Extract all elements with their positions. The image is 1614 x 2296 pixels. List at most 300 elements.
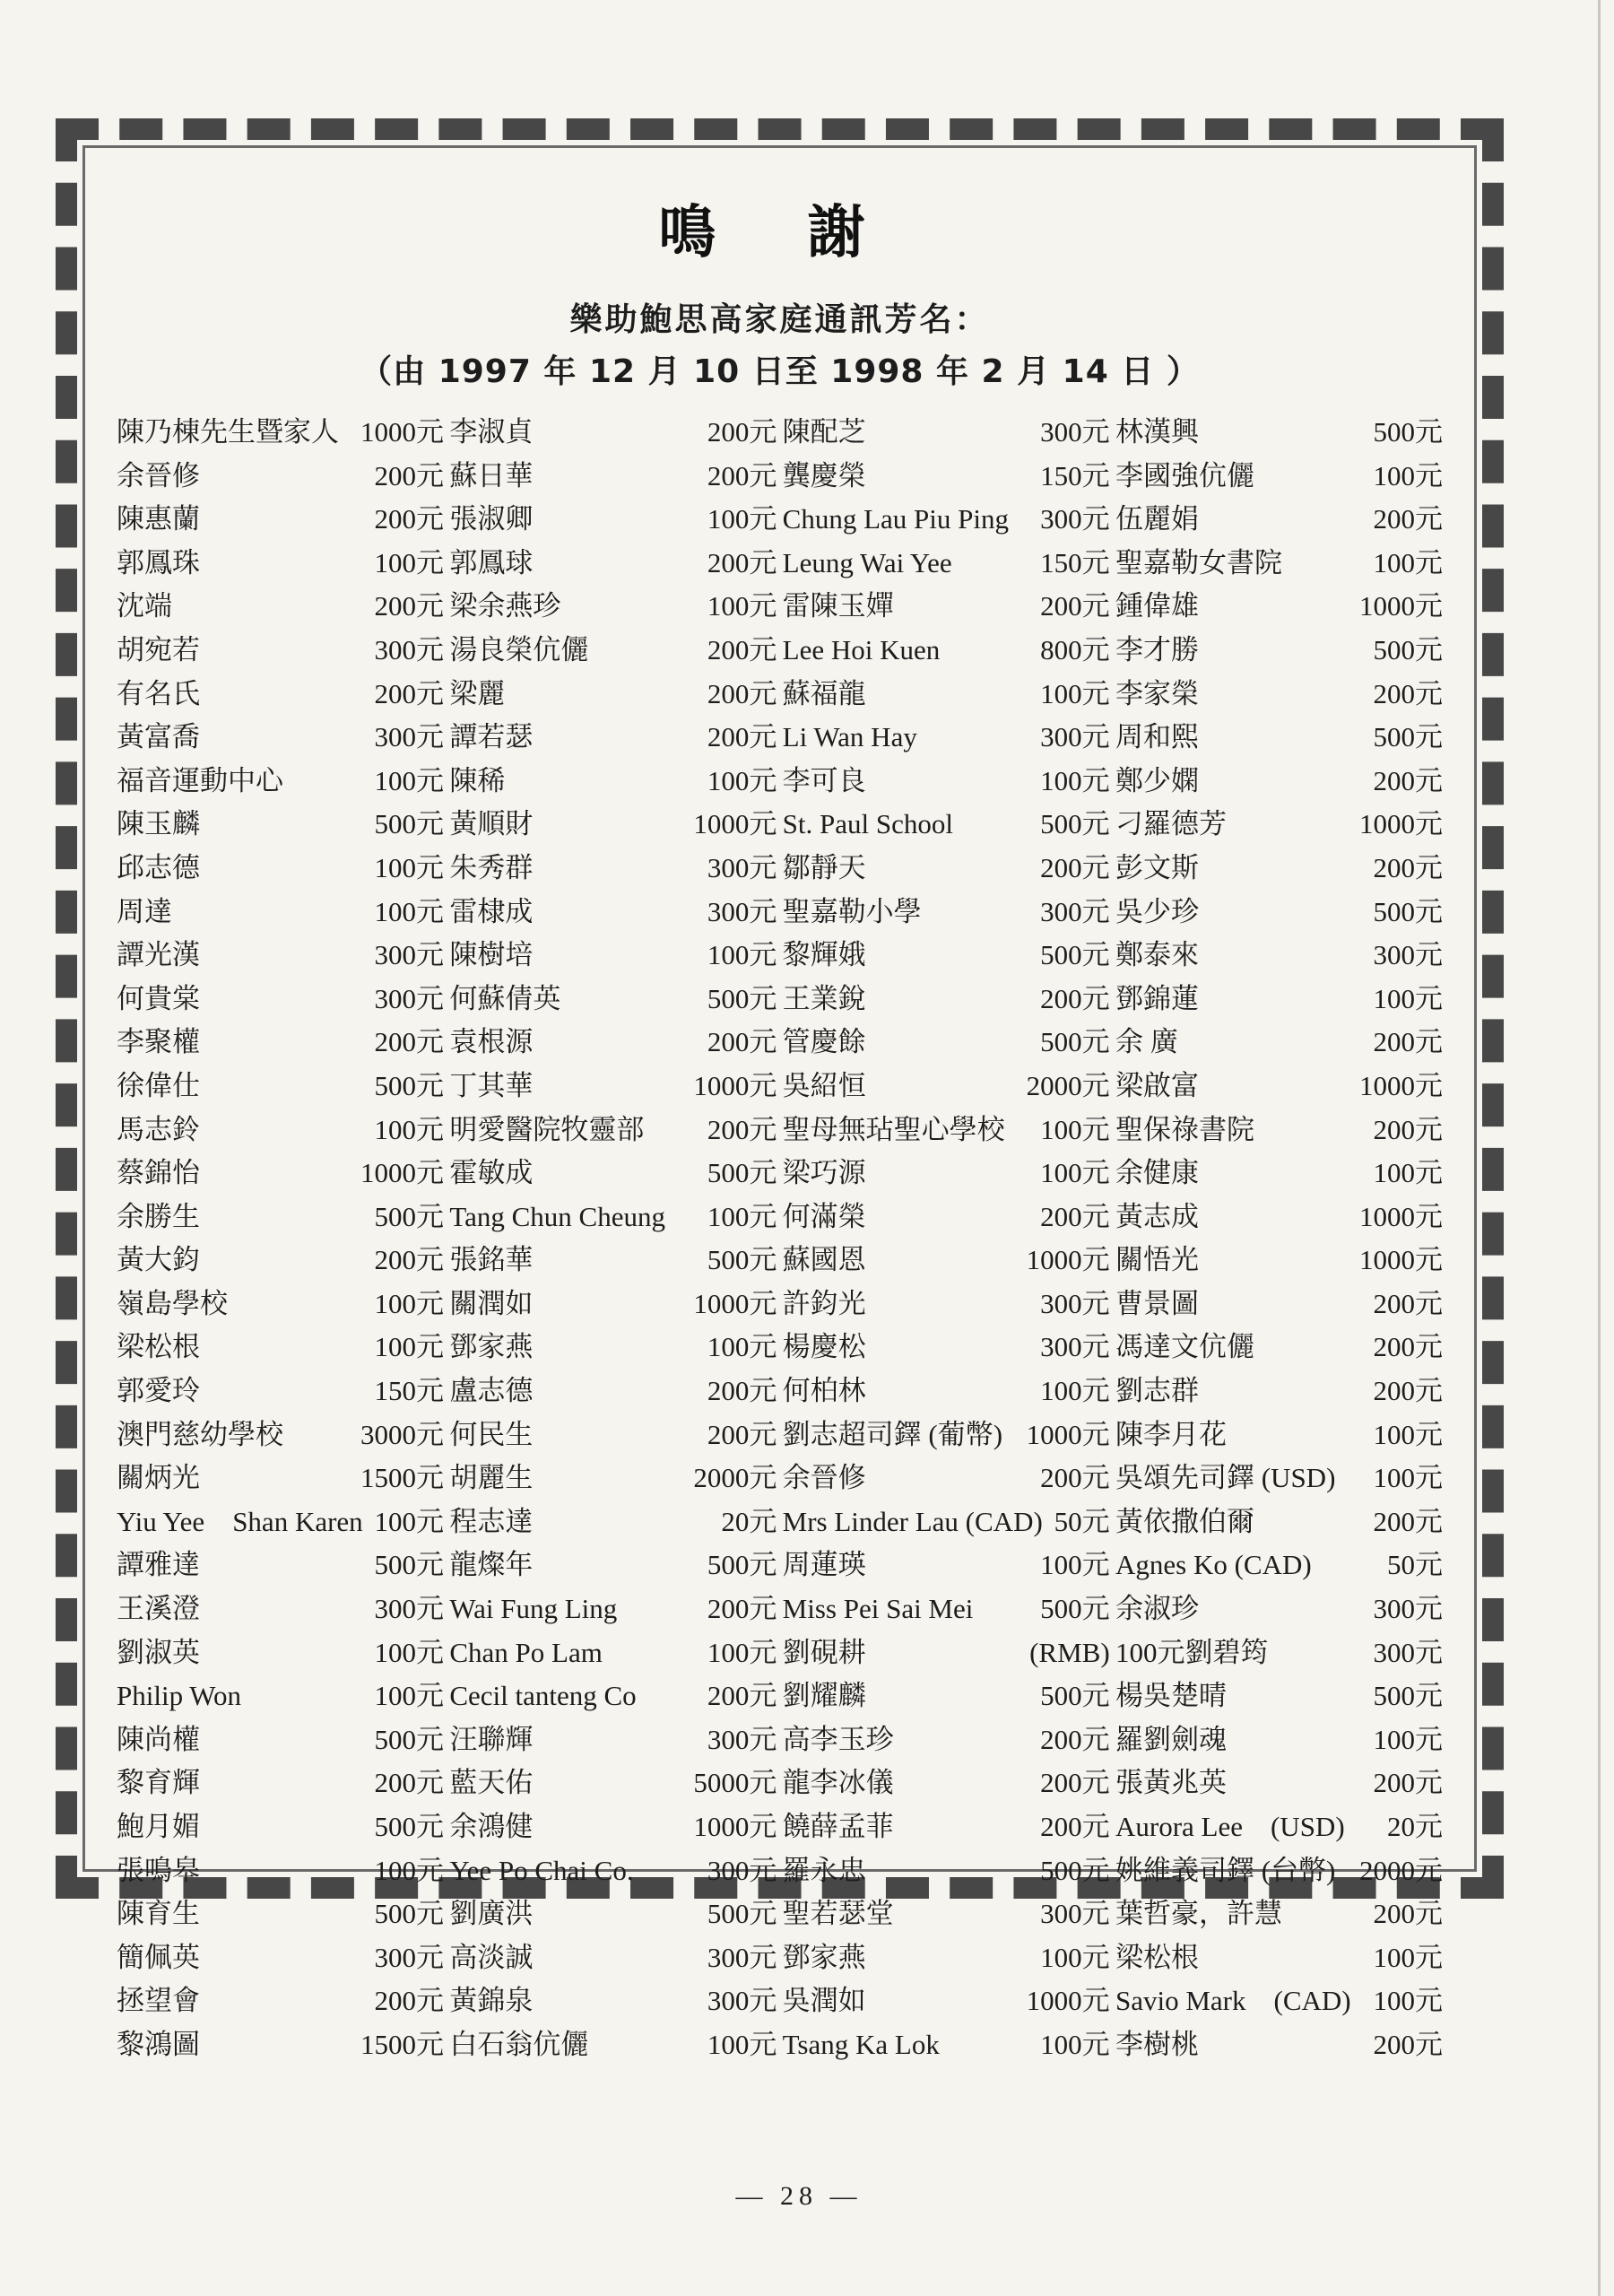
donation-amount: 500元 <box>374 1200 444 1232</box>
donor-name: 吳少珍 <box>1115 895 1199 927</box>
donation-amount: 200元 <box>1373 1331 1443 1363</box>
donor-row <box>783 1368 1110 1412</box>
donor-row <box>117 758 444 802</box>
donor-name: 聖若瑟堂 <box>782 1898 894 1930</box>
donor-row <box>449 801 777 845</box>
donor-row <box>449 976 777 1020</box>
donor-row <box>783 1717 1110 1761</box>
donation-amount: 100元 <box>374 1680 444 1712</box>
donor-row <box>783 540 1110 584</box>
donor-name: 鮑月媚 <box>117 1811 200 1842</box>
donor-name: Tang Chun Cheung <box>449 1200 665 1232</box>
donor-name: Yee Po Chai Co. <box>449 1854 634 1886</box>
donor-row <box>449 1717 777 1761</box>
donor-name: 李才勝 <box>1115 633 1199 665</box>
donor-row <box>449 1630 777 1674</box>
donor-name: 龍燦年 <box>449 1549 534 1581</box>
donation-amount: 100元 <box>707 939 777 971</box>
donation-amount: 150元 <box>374 1375 444 1407</box>
donation-amount: 200元 <box>1040 851 1110 883</box>
donor-row <box>783 1063 1110 1107</box>
donation-amount: 200元 <box>1040 1200 1110 1232</box>
donor-name: 胡宛若 <box>117 633 200 665</box>
donor-row <box>783 453 1110 497</box>
donation-amount: 200元 <box>374 1244 444 1276</box>
donation-amount: 2000元 <box>1026 1069 1110 1101</box>
donor-row <box>1115 1804 1443 1848</box>
donation-amount: 500元 <box>1040 1854 1110 1886</box>
donation-amount: 1500元 <box>360 1462 444 1494</box>
donation-amount: 100元 <box>1373 1157 1443 1189</box>
donation-amount: 100元 <box>374 1331 444 1363</box>
donor-row <box>783 1542 1110 1586</box>
donation-amount: 300元 <box>1373 1636 1443 1668</box>
donor-name: 鄧家燕 <box>449 1331 534 1363</box>
donation-amount: 1000元 <box>693 1811 777 1842</box>
donation-amount: 300元 <box>374 1941 444 1973</box>
date-range: （由 1997 年 12 月 10 日至 1998 年 2 月 14 日 ） <box>360 353 1200 390</box>
donor-row <box>449 1978 777 2022</box>
donation-amount: 50元 <box>1386 1549 1443 1581</box>
donor-name: 林漢興 <box>1115 416 1199 448</box>
donor-row <box>117 1237 444 1281</box>
donor-row <box>783 671 1110 715</box>
donor-name: 陳育生 <box>117 1898 200 1930</box>
donor-row <box>117 583 444 627</box>
donation-amount: 500元 <box>1040 1026 1110 1058</box>
donor-name: 雷陳玉嬋 <box>782 590 894 622</box>
donor-row <box>117 1324 444 1368</box>
donor-row <box>783 932 1110 976</box>
donation-amount: 100元 <box>707 1636 777 1668</box>
donor-name: 鄧家燕 <box>782 1941 866 1973</box>
donor-name: 楊吳楚晴 <box>1115 1680 1227 1712</box>
donor-name: 關炳光 <box>117 1462 200 1494</box>
donation-amount: 200元 <box>1373 1375 1443 1407</box>
donor-row <box>449 1150 777 1194</box>
donor-name: 高淡誠 <box>449 1941 534 1973</box>
donor-row <box>449 1455 777 1499</box>
donor-name: 蘇國恩 <box>782 1244 866 1276</box>
donation-amount: 300元 <box>374 721 444 753</box>
donor-row <box>783 1412 1110 1456</box>
donor-name: 張銘華 <box>449 1244 534 1276</box>
donation-amount: 100元 <box>707 1331 777 1363</box>
donor-row <box>117 540 444 584</box>
donation-amount: 5000元 <box>693 1767 777 1799</box>
donor-name: 黃順財 <box>449 808 534 840</box>
donation-amount: 200元 <box>707 1026 777 1058</box>
donor-row <box>783 1150 1110 1194</box>
donor-name: 丁其華 <box>449 1069 534 1101</box>
donation-amount: 2000元 <box>693 1462 777 1494</box>
donation-amount: 200元 <box>1373 1026 1443 1058</box>
donor-row <box>117 1891 444 1935</box>
donor-row <box>449 1237 777 1281</box>
donation-amount: 200元 <box>707 633 777 665</box>
donor-row <box>1115 453 1443 497</box>
donor-row <box>1115 1673 1443 1717</box>
donor-name: 黃大鈞 <box>117 1244 200 1276</box>
donor-name: 羅永忠 <box>782 1854 866 1886</box>
donor-name: 饒薛孟菲 <box>782 1811 894 1842</box>
donor-row <box>783 583 1110 627</box>
donor-row <box>1115 1935 1443 1979</box>
donor-name: 余勝生 <box>117 1200 200 1232</box>
donor-row <box>117 932 444 976</box>
donor-name: Mrs Linder Lau (CAD) <box>782 1505 1043 1537</box>
donor-row <box>1115 1237 1443 1281</box>
donation-amount: 500元 <box>707 982 777 1014</box>
donor-name: 何柏林 <box>782 1375 866 1407</box>
donor-row <box>1115 1499 1443 1543</box>
donation-amount: 1500元 <box>360 2028 444 2060</box>
donor-name: 黃依撒伯爾 <box>1115 1505 1254 1537</box>
page-number: — 28 — <box>735 2181 863 2211</box>
donor-row <box>1115 1848 1443 1892</box>
donation-amount: 500元 <box>1040 808 1110 840</box>
donation-amount: 100元 <box>1373 459 1443 491</box>
donation-amount: 200元 <box>707 721 777 753</box>
donor-row <box>117 889 444 933</box>
donor-name: 何蘇倩英 <box>449 982 561 1014</box>
donor-row <box>1115 2022 1443 2066</box>
donor-row <box>449 845 777 889</box>
donor-name: 福音運動中心 <box>117 764 283 796</box>
donor-row <box>117 2022 444 2066</box>
donor-name: 蔡錦怡 <box>117 1157 200 1189</box>
donation-amount: 200元 <box>1373 503 1443 535</box>
donor-name: 劉耀麟 <box>782 1680 866 1712</box>
donor-name: Tsang Ka Lok <box>782 2028 940 2060</box>
donor-name: 聖嘉勒小學 <box>782 895 922 927</box>
donor-column-4 <box>1115 409 1443 2066</box>
donor-row <box>117 1717 444 1761</box>
donor-row <box>783 2022 1110 2066</box>
donor-row <box>117 1673 444 1717</box>
donation-amount: 300元 <box>374 982 444 1014</box>
donation-amount: 1000元 <box>1358 1244 1443 1276</box>
donation-amount: 200元 <box>707 1418 777 1450</box>
donation-amount: 100元 <box>1373 982 1443 1014</box>
donor-row <box>783 1455 1110 1499</box>
donor-row <box>1115 583 1443 627</box>
donor-row <box>117 1542 444 1586</box>
donor-name: 余健康 <box>1115 1157 1199 1189</box>
donor-row <box>117 409 444 453</box>
donor-row <box>117 1019 444 1063</box>
donor-name: Yiu Yee Shan Karen <box>117 1505 363 1537</box>
donor-name: 朱秀群 <box>449 851 534 883</box>
donation-amount: 300元 <box>707 1723 777 1755</box>
donor-name: 蘇日華 <box>449 459 534 491</box>
donor-name: 周達 <box>117 895 172 927</box>
donor-name: 劉淑英 <box>117 1636 200 1668</box>
donor-name: 李國強伉儷 <box>1115 459 1254 491</box>
donation-amount: 100元 <box>374 895 444 927</box>
donor-name: 劉志群 <box>1115 1375 1199 1407</box>
donor-name: 梁麗 <box>449 677 506 709</box>
donor-row <box>1115 540 1443 584</box>
donor-name: St. Paul School <box>782 808 953 840</box>
donation-amount: 300元 <box>707 1941 777 1973</box>
donor-name: 李家榮 <box>1115 677 1199 709</box>
donor-row <box>1115 1978 1443 2022</box>
donation-amount: 500元 <box>1373 633 1443 665</box>
donor-name: 陳尚權 <box>117 1723 200 1755</box>
donation-amount: 300元 <box>1373 1593 1443 1625</box>
donor-row <box>449 1063 777 1107</box>
donor-row <box>449 1891 777 1935</box>
donor-row <box>449 409 777 453</box>
donation-amount: 300元 <box>374 1593 444 1625</box>
donation-amount: 1000元 <box>1026 1244 1110 1276</box>
donor-name: Agnes Ko (CAD) <box>1115 1549 1312 1581</box>
donor-row <box>1115 976 1443 1020</box>
donor-name: 白石翁伉儷 <box>449 2028 589 2060</box>
donation-amount: 200元 <box>1373 1113 1443 1145</box>
donation-amount: 100元 <box>374 764 444 796</box>
donation-amount: 100元 <box>374 851 444 883</box>
donor-row <box>449 1673 777 1717</box>
donor-name: 明愛醫院牧靈部 <box>449 1113 645 1145</box>
donor-row <box>449 1935 777 1979</box>
donor-row <box>1115 1063 1443 1107</box>
donation-amount: 200元 <box>707 416 777 448</box>
donation-amount: 100元 <box>1040 764 1110 796</box>
donor-row <box>1115 1324 1443 1368</box>
donor-row <box>449 453 777 497</box>
donor-row <box>117 976 444 1020</box>
donor-row <box>117 1194 444 1238</box>
donation-amount: 1000元 <box>1358 590 1443 622</box>
donor-row <box>783 1586 1110 1630</box>
donation-amount: 200元 <box>374 677 444 709</box>
donor-row <box>449 1194 777 1238</box>
donor-name: 有名氏 <box>117 677 200 709</box>
donor-row <box>449 1499 777 1543</box>
donor-name: 澳門慈幼學校 <box>117 1418 283 1450</box>
donation-amount: 100元 <box>707 503 777 535</box>
donor-row <box>783 1237 1110 1281</box>
donation-amount: 100元 <box>374 546 444 578</box>
donor-row <box>449 671 777 715</box>
donor-row <box>783 1107 1110 1151</box>
donor-name: 刁羅德芳 <box>1115 808 1227 840</box>
donor-name: 馬志鈴 <box>117 1113 200 1145</box>
donor-name: 黎育輝 <box>117 1767 200 1799</box>
donor-name: 譚光漢 <box>117 939 200 971</box>
donor-row <box>1115 1019 1443 1063</box>
donor-name: 霍敏成 <box>449 1157 534 1189</box>
donation-amount: 200元 <box>1373 1287 1443 1319</box>
donor-row <box>449 1412 777 1456</box>
donor-row <box>1115 758 1443 802</box>
donor-name: 梁松根 <box>117 1331 200 1363</box>
donor-row <box>783 1760 1110 1804</box>
donor-name: 梁巧源 <box>782 1157 866 1189</box>
donation-amount: 500元 <box>1373 895 1443 927</box>
donor-row <box>1115 1455 1443 1499</box>
donor-column-2 <box>449 409 777 2066</box>
donor-name: 郭鳳球 <box>449 546 534 578</box>
donation-amount: 200元 <box>374 1767 444 1799</box>
donation-amount: 200元 <box>1040 982 1110 1014</box>
donation-amount: 500元 <box>707 1549 777 1581</box>
donor-name: 高李玉珍 <box>782 1723 894 1755</box>
donor-row <box>117 1107 444 1151</box>
donor-name: 余晉修 <box>117 459 200 491</box>
donor-name: 鄧錦蓮 <box>1115 982 1199 1014</box>
donor-name: 胡麗生 <box>449 1462 534 1494</box>
donor-row <box>783 801 1110 845</box>
donor-name: 藍天佑 <box>449 1767 534 1799</box>
donation-amount: 100元 <box>1373 1462 1443 1494</box>
donation-amount: 200元 <box>374 1985 444 2017</box>
donor-row <box>783 1324 1110 1368</box>
decorative-border <box>56 118 1504 2060</box>
donor-row <box>783 758 1110 802</box>
donor-name: 周蓮瑛 <box>782 1549 866 1581</box>
donor-row <box>117 1630 444 1674</box>
donor-row <box>783 845 1110 889</box>
donor-name: 劉廣洪 <box>449 1898 534 1930</box>
donor-name: Li Wan Hay <box>782 721 917 753</box>
donor-column-3 <box>783 409 1110 2066</box>
donation-amount: 200元 <box>707 1680 777 1712</box>
donor-name: 蘇福龍 <box>782 677 866 709</box>
donor-row <box>449 1324 777 1368</box>
donation-amount: 200元 <box>1040 1462 1110 1494</box>
donor-row <box>117 845 444 889</box>
donor-name: 張淑卿 <box>449 503 534 535</box>
donor-row <box>449 1804 777 1848</box>
donor-row <box>117 1499 444 1543</box>
donation-amount: 800元 <box>1040 633 1110 665</box>
donor-name: 羅劉劍魂 <box>1115 1723 1227 1755</box>
donor-row <box>117 1760 444 1804</box>
donor-name: 邱志德 <box>117 851 200 883</box>
donation-amount: 300元 <box>1040 895 1110 927</box>
donor-row <box>783 409 1110 453</box>
donor-row <box>117 1412 444 1456</box>
donor-row <box>1115 1281 1443 1325</box>
donor-name: Miss Pei Sai Mei <box>782 1593 974 1625</box>
donor-name: 梁余燕珍 <box>449 590 561 622</box>
donor-row <box>449 2022 777 2066</box>
donor-row <box>783 1281 1110 1325</box>
donor-name: 姚維義司鐸 (台幣) <box>1115 1854 1336 1886</box>
donor-name: 葉哲豪，許慧 <box>1115 1898 1282 1930</box>
donation-amount: 500元 <box>1373 1680 1443 1712</box>
donor-name: 嶺島學校 <box>117 1287 228 1319</box>
donation-amount: 100元 <box>374 1854 444 1886</box>
donation-amount: 100元 <box>1040 677 1110 709</box>
donor-row <box>1115 1586 1443 1630</box>
donor-row <box>117 714 444 758</box>
donation-amount: 500元 <box>1040 1680 1110 1712</box>
donation-amount: 300元 <box>707 1854 777 1886</box>
donation-amount: 200元 <box>1373 851 1443 883</box>
donor-name: 張鳴皋 <box>117 1854 200 1886</box>
donation-amount: 200元 <box>1373 677 1443 709</box>
donation-amount: 100元 <box>374 1113 444 1145</box>
donation-amount: 100元 <box>1040 2028 1110 2060</box>
donation-amount: 200元 <box>707 1593 777 1625</box>
donor-name: 彭文斯 <box>1115 851 1199 883</box>
donor-name: 程志達 <box>449 1505 534 1537</box>
donation-amount: 150元 <box>1040 546 1110 578</box>
donation-amount: 500元 <box>374 1898 444 1930</box>
donor-name: 徐偉仕 <box>117 1069 200 1101</box>
donor-row <box>449 627 777 671</box>
donor-name: 沈端 <box>117 590 172 622</box>
page-title: 鳴 謝 <box>658 200 901 266</box>
donation-amount: 100元 <box>1040 1157 1110 1189</box>
donation-amount: 3000元 <box>360 1418 444 1450</box>
donor-row <box>449 496 777 540</box>
donation-amount: 200元 <box>1373 764 1443 796</box>
donation-amount: 200元 <box>707 1113 777 1145</box>
donor-row <box>1115 1542 1443 1586</box>
donation-amount: 100元 <box>1040 1941 1110 1973</box>
donation-amount: 200元 <box>1040 1811 1110 1842</box>
donation-amount: 300元 <box>1040 1331 1110 1363</box>
donor-name: 王業銳 <box>782 982 866 1014</box>
donor-name: 100元劉碧筠 <box>1115 1636 1269 1668</box>
donor-name: 李樹桃 <box>1115 2028 1199 2060</box>
donor-name: Cecil tanteng Co <box>449 1680 637 1712</box>
donor-row <box>117 627 444 671</box>
donation-amount: 200元 <box>374 1026 444 1058</box>
donor-name: 余鴻健 <box>449 1811 534 1842</box>
donation-amount: 50元 <box>1054 1505 1110 1537</box>
donation-amount: 200元 <box>707 1375 777 1407</box>
donor-name: 拯望會 <box>117 1985 200 2017</box>
donor-row <box>1115 1891 1443 1935</box>
donor-row <box>449 1760 777 1804</box>
donation-amount: 300元 <box>1040 503 1110 535</box>
donation-amount: 150元 <box>1040 459 1110 491</box>
donor-name: 聖嘉勒女書院 <box>1115 546 1282 578</box>
donor-name: 龍李冰儀 <box>782 1767 894 1799</box>
donor-name: 關悟光 <box>1115 1244 1199 1276</box>
donor-name: 許鈞光 <box>782 1287 866 1319</box>
donor-name: 黎輝娥 <box>782 939 866 971</box>
donor-name: 陳配芝 <box>782 416 866 448</box>
donor-row <box>783 1848 1110 1892</box>
donation-amount: 1000元 <box>360 416 444 448</box>
donor-row <box>117 496 444 540</box>
donor-row <box>117 1455 444 1499</box>
donor-row <box>783 1673 1110 1717</box>
donor-row <box>783 1194 1110 1238</box>
donor-row <box>117 1063 444 1107</box>
donor-name: Savio Mark (CAD) <box>1115 1985 1351 2017</box>
donation-amount: 500元 <box>374 1811 444 1842</box>
donor-row <box>783 496 1110 540</box>
acknowledgement-panel <box>99 160 1461 2060</box>
donation-amount: 300元 <box>1040 416 1110 448</box>
donation-amount: 100元 <box>374 1287 444 1319</box>
donor-name: Wai Fung Ling <box>449 1593 618 1625</box>
donor-row <box>1115 932 1443 976</box>
donation-amount: 1000元 <box>1026 1418 1110 1450</box>
donation-amount: 1000元 <box>360 1157 444 1189</box>
donation-amount: 200元 <box>1373 1505 1443 1537</box>
donor-row <box>117 671 444 715</box>
donation-amount: 300元 <box>707 895 777 927</box>
